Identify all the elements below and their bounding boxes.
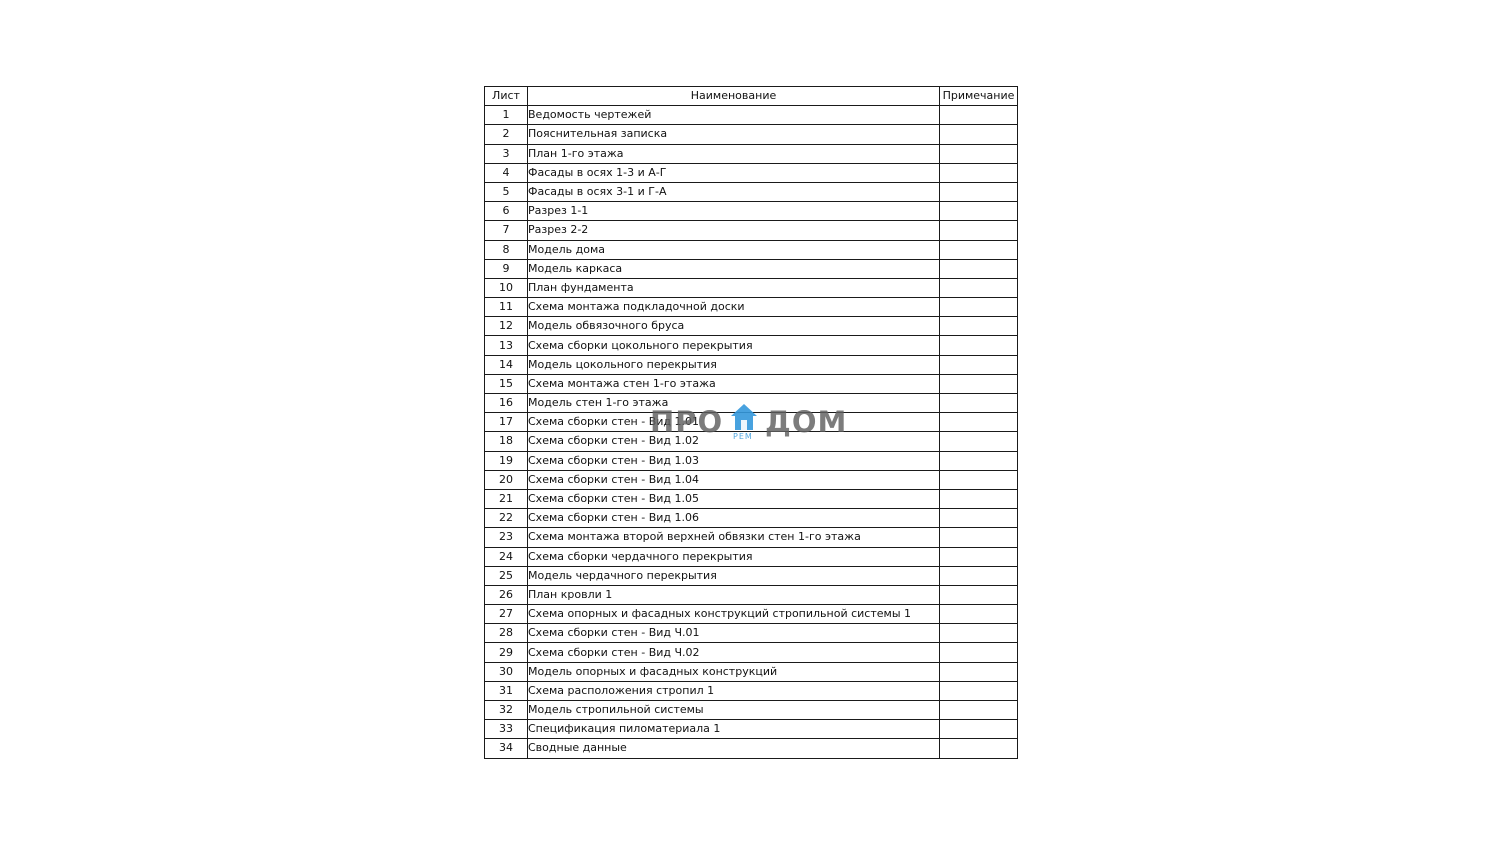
- drawing-name: Схема сборки чердачного перекрытия: [528, 547, 940, 566]
- sheet-number: 22: [485, 509, 528, 528]
- table-row: [485, 605, 1018, 624]
- drawing-note: [940, 221, 1018, 240]
- drawing-name: План кровли 1: [528, 585, 940, 604]
- drawing-name: План 1-го этажа: [528, 144, 940, 163]
- sheet-number: 34: [485, 739, 528, 758]
- drawing-note: [940, 489, 1018, 508]
- drawing-name: Модель обвязочного бруса: [528, 317, 940, 336]
- drawing-note: [940, 144, 1018, 163]
- drawing-note: [940, 278, 1018, 297]
- drawing-note: [940, 336, 1018, 355]
- sheet-number: 30: [485, 662, 528, 681]
- drawing-name: Схема сборки стен - Вид 1.02: [528, 432, 940, 451]
- header-sheet: Лист: [485, 87, 528, 106]
- drawing-name: Схема сборки стен - Вид Ч.02: [528, 643, 940, 662]
- drawing-note: [940, 662, 1018, 681]
- sheet-number: 2: [485, 125, 528, 144]
- table-row: [485, 413, 1018, 432]
- sheet-number: 14: [485, 355, 528, 374]
- drawing-name: Разрез 2-2: [528, 221, 940, 240]
- sheet-number: 11: [485, 298, 528, 317]
- table-body: [485, 106, 1018, 758]
- table-header-row: [485, 87, 1018, 106]
- drawing-name: Модель опорных и фасадных конструкций: [528, 662, 940, 681]
- table-row: [485, 624, 1018, 643]
- sheet-number: 5: [485, 182, 528, 201]
- watermark-sub-text: РЕМ: [733, 432, 753, 441]
- table-row: [485, 681, 1018, 700]
- drawing-note: [940, 298, 1018, 317]
- sheet-number: 6: [485, 202, 528, 221]
- drawing-note: [940, 106, 1018, 125]
- sheet-number: 1: [485, 106, 528, 125]
- table-row: [485, 163, 1018, 182]
- drawing-note: [940, 413, 1018, 432]
- sheet-number: 27: [485, 605, 528, 624]
- table-row: [485, 720, 1018, 739]
- drawing-name: Схема монтажа стен 1-го этажа: [528, 374, 940, 393]
- drawing-name: Схема монтажа подкладочной доски: [528, 298, 940, 317]
- drawing-name: Модель стен 1-го этажа: [528, 394, 940, 413]
- table-row: [485, 528, 1018, 547]
- sheet-number: 20: [485, 470, 528, 489]
- sheet-number: 9: [485, 259, 528, 278]
- header-note: Примечание: [940, 87, 1018, 106]
- sheet-number: 24: [485, 547, 528, 566]
- table-row: [485, 240, 1018, 259]
- drawing-name: Схема опорных и фасадных конструкций стропильной системы 1: [528, 605, 940, 624]
- sheet-number: 17: [485, 413, 528, 432]
- drawing-name: Фасады в осях 1-3 и А-Г: [528, 163, 940, 182]
- table-row: [485, 432, 1018, 451]
- table-row: [485, 394, 1018, 413]
- sheet-number: 8: [485, 240, 528, 259]
- sheet-number: 18: [485, 432, 528, 451]
- drawing-name: Модель чердачного перекрытия: [528, 566, 940, 585]
- sheet-number: 23: [485, 528, 528, 547]
- sheet-number: 29: [485, 643, 528, 662]
- drawing-note: [940, 528, 1018, 547]
- table-row: [485, 202, 1018, 221]
- table-row: [485, 643, 1018, 662]
- table-row: [485, 182, 1018, 201]
- sheet-number: 26: [485, 585, 528, 604]
- drawing-name: Схема монтажа второй верхней обвязки стен 1-го этажа: [528, 528, 940, 547]
- drawing-name: Фасады в осях 3-1 и Г-А: [528, 182, 940, 201]
- sheet-number: 32: [485, 701, 528, 720]
- table-row: [485, 317, 1018, 336]
- drawing-note: [940, 125, 1018, 144]
- drawing-name: Схема сборки стен - Вид 1.04: [528, 470, 940, 489]
- header-name: Наименование: [528, 87, 940, 106]
- table-row: [485, 144, 1018, 163]
- drawing-name: Схема сборки стен - Вид 1.01: [528, 413, 940, 432]
- drawing-note: [940, 163, 1018, 182]
- sheet-number: 19: [485, 451, 528, 470]
- drawing-name: Схема сборки стен - Вид 1.06: [528, 509, 940, 528]
- drawings-register-table: [484, 86, 1018, 759]
- drawing-note: [940, 355, 1018, 374]
- sheet-number: 3: [485, 144, 528, 163]
- sheet-number: 28: [485, 624, 528, 643]
- drawing-name: Ведомость чертежей: [528, 106, 940, 125]
- sheet-number: 21: [485, 489, 528, 508]
- sheet-number: 10: [485, 278, 528, 297]
- table-row: [485, 278, 1018, 297]
- watermark-left-text: ПРО: [650, 405, 724, 439]
- drawing-note: [940, 681, 1018, 700]
- drawing-name: Модель каркаса: [528, 259, 940, 278]
- drawing-note: [940, 720, 1018, 739]
- sheet-number: 12: [485, 317, 528, 336]
- table-row: [485, 662, 1018, 681]
- drawing-name: Схема сборки стен - Вид 1.05: [528, 489, 940, 508]
- drawing-name: Схема сборки цокольного перекрытия: [528, 336, 940, 355]
- drawing-note: [940, 451, 1018, 470]
- drawing-name: Схема расположения стропил 1: [528, 681, 940, 700]
- watermark-right-text: ДОМ: [765, 405, 848, 439]
- table-row: [485, 566, 1018, 585]
- table-row: [485, 374, 1018, 393]
- drawing-name: Разрез 1-1: [528, 202, 940, 221]
- drawing-name: Схема сборки стен - Вид 1.03: [528, 451, 940, 470]
- table-row: [485, 509, 1018, 528]
- drawing-note: [940, 624, 1018, 643]
- sheet-number: 15: [485, 374, 528, 393]
- table-row: [485, 125, 1018, 144]
- sheet-number: 33: [485, 720, 528, 739]
- drawing-note: [940, 585, 1018, 604]
- table-row: [485, 221, 1018, 240]
- drawing-name: План фундамента: [528, 278, 940, 297]
- table-row: [485, 489, 1018, 508]
- drawing-note: [940, 701, 1018, 720]
- drawing-name: Модель дома: [528, 240, 940, 259]
- table-row: [485, 739, 1018, 758]
- drawing-note: [940, 605, 1018, 624]
- drawing-name: Модель цокольного перекрытия: [528, 355, 940, 374]
- drawing-note: [940, 317, 1018, 336]
- table-row: [485, 585, 1018, 604]
- table-row: [485, 259, 1018, 278]
- table-row: [485, 106, 1018, 125]
- sheet-number: 13: [485, 336, 528, 355]
- drawing-note: [940, 509, 1018, 528]
- drawing-note: [940, 259, 1018, 278]
- sheet-number: 31: [485, 681, 528, 700]
- drawing-name: Схема сборки стен - Вид Ч.01: [528, 624, 940, 643]
- sheet-number: 7: [485, 221, 528, 240]
- table-row: [485, 298, 1018, 317]
- drawing-note: [940, 566, 1018, 585]
- table-row: [485, 701, 1018, 720]
- table-row: [485, 547, 1018, 566]
- drawing-name: Сводные данные: [528, 739, 940, 758]
- table-row: [485, 451, 1018, 470]
- sheet-number: 16: [485, 394, 528, 413]
- sheet-number: 25: [485, 566, 528, 585]
- drawing-name: Модель стропильной системы: [528, 701, 940, 720]
- table-row: [485, 470, 1018, 489]
- drawing-note: [940, 202, 1018, 221]
- drawing-note: [940, 182, 1018, 201]
- drawing-name: Спецификация пиломатериала 1: [528, 720, 940, 739]
- drawing-note: [940, 394, 1018, 413]
- sheet-number: 4: [485, 163, 528, 182]
- drawing-name: Пояснительная записка: [528, 125, 940, 144]
- table-row: [485, 355, 1018, 374]
- drawing-note: [940, 470, 1018, 489]
- drawing-note: [940, 643, 1018, 662]
- drawing-note: [940, 374, 1018, 393]
- drawing-note: [940, 240, 1018, 259]
- drawing-note: [940, 547, 1018, 566]
- drawing-note: [940, 432, 1018, 451]
- drawing-note: [940, 739, 1018, 758]
- table-row: [485, 336, 1018, 355]
